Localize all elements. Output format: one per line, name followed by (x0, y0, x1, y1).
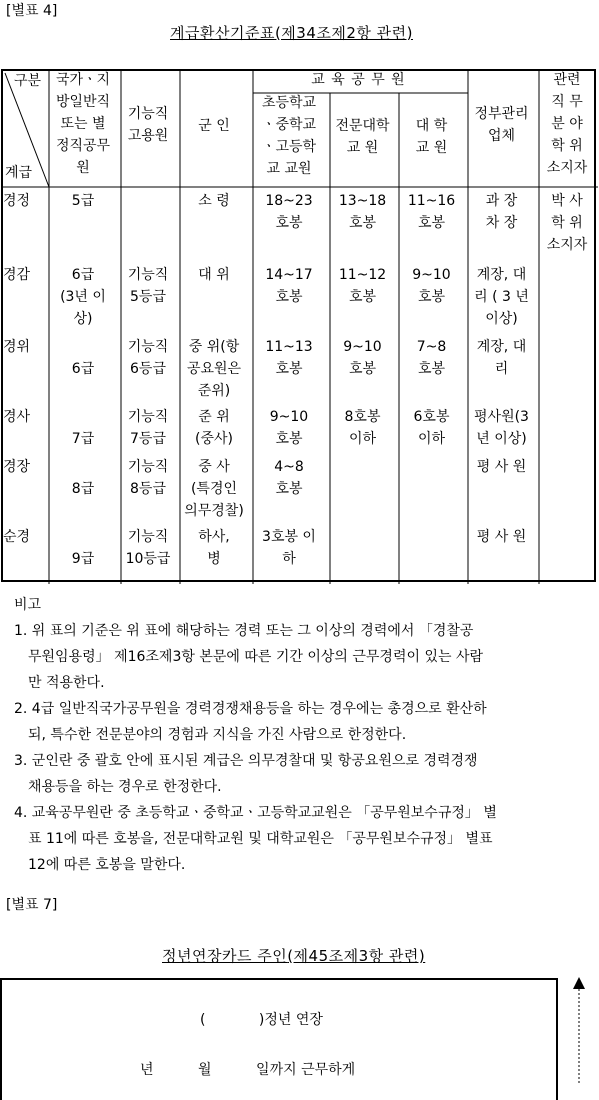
header-military: 군 인 (198, 118, 230, 134)
table-cell-military-line: 준 위 (198, 409, 230, 425)
table-cell-rank (3, 264, 47, 286)
table-cell-military (178, 264, 250, 286)
table-cell-college-line: 호봉 (348, 361, 377, 377)
table-cell-college-line: 이하 (348, 431, 377, 447)
header-school-line: ㆍ고등학 (261, 139, 317, 155)
table-cell-school-line: 4~8 (274, 459, 304, 475)
table-cell-national (48, 548, 118, 570)
table-cell-govorg-line: 차 장 (485, 215, 518, 231)
table-cell-military (178, 406, 250, 450)
header-technical-line: 기능직 (127, 106, 169, 122)
header-university-line: 대 학 (415, 118, 448, 134)
header-national-line: 국가ㆍ지 (55, 72, 111, 88)
header-degree-line: 직 무 (551, 94, 583, 110)
table-cell-university-line: 6호봉 (413, 409, 450, 425)
table-cell-national-line: 5급 (71, 193, 95, 209)
table-cell-school (251, 336, 327, 380)
table-cell-national (48, 190, 118, 212)
header-degree-line: 분 야 (551, 116, 583, 132)
table-cell-rank (3, 336, 47, 358)
corner-label-bottom: 계급 (5, 165, 33, 181)
table-cell-govorg-line: 리 ( 3 년 (474, 289, 529, 305)
header-technical-line: 고용원 (127, 128, 169, 144)
table-cell-technical (119, 406, 177, 450)
table-cell-school (251, 190, 327, 234)
table-cell-rank (3, 526, 47, 548)
table-cell-govorg-line: 과 장 (485, 193, 518, 209)
annex7-label: [별표 7] (6, 897, 58, 913)
table-cell-college (328, 336, 397, 380)
note-line: 12에 따른 호봉을 말한다. (28, 857, 186, 873)
table-cell-govorg-line: 리 (494, 361, 509, 377)
table-cell-national (48, 264, 118, 330)
note-item (14, 696, 596, 748)
table-cell-govorg-line: 이상) (485, 311, 518, 327)
table-cell-college-line: 호봉 (348, 289, 377, 305)
header-degree-line: 소지자 (546, 160, 588, 176)
header-related-degree (537, 69, 597, 179)
up-arrow-icon (571, 975, 587, 1085)
table-cell-technical (119, 336, 177, 380)
table-cell-degree-line: 소지자 (546, 237, 588, 253)
table-cell-college-line: 8호봉 (344, 409, 381, 425)
header-national-line: 또는 별 (60, 116, 106, 132)
note-line: 1. 위 표의 기준은 위 표에 해당하는 경력 또는 그 이상의 경력에서 「경찰공 (14, 623, 474, 639)
table-cell-technical-line: 6등급 (130, 361, 166, 377)
table-cell-college (328, 406, 397, 450)
table-cell-college (328, 190, 397, 234)
table-cell-school-line: 3호봉 이 (262, 529, 316, 545)
table-cell-degree-line: 학 위 (551, 215, 583, 231)
note-line: 되, 특수한 전문분야의 경험과 지식을 가진 사람으로 한정한다. (28, 727, 407, 743)
header-technical-employee (119, 103, 177, 147)
table-cell-national-line: (3년 이 (60, 289, 106, 305)
header-university-faculty (397, 115, 466, 159)
table-cell-rank (3, 456, 47, 478)
note-item (14, 800, 596, 878)
table-cell-technical (119, 264, 177, 308)
table-cell-technical-line: 8등급 (130, 481, 166, 497)
note-item (14, 748, 596, 800)
table-cell-rank-line: 경감 (3, 267, 31, 283)
table-cell-govorg (466, 336, 537, 380)
table-cell-university (397, 264, 466, 308)
table-cell-rank-line: 순경 (3, 529, 31, 545)
table-cell-national (48, 428, 118, 450)
table-cell-national-line: 9급 (71, 551, 95, 567)
table-cell-rank-line: 경정 (3, 193, 31, 209)
table-cell-school-line: 호봉 (275, 361, 303, 377)
table-cell-govorg (466, 526, 537, 548)
table-cell-national (48, 478, 118, 500)
note-line: 무원임용령」 제16조제3항 본문에 따른 기간 이상의 근무경력이 있는 사람 (28, 649, 483, 665)
annex7-title (162, 945, 425, 966)
header-degree-line: 학 위 (551, 138, 583, 154)
table-cell-national-line: 7급 (71, 431, 95, 447)
annex-label: [별표 4] (6, 3, 58, 19)
table-cell-technical-line: 기능직 (127, 529, 169, 545)
table-cell-national-line: 6급 (71, 267, 95, 283)
note-line: 채용등을 하는 경우로 한정한다. (28, 779, 222, 795)
title-main: 계급환산기준표 (170, 24, 275, 42)
table-cell-rank-line: 경사 (3, 409, 31, 425)
table-cell-school-line: 호봉 (275, 215, 303, 231)
table-cell-military-line: 하사, (198, 529, 230, 545)
table-cell-college-line: 13~18 (338, 193, 387, 209)
header-university-line: 교 원 (415, 140, 448, 156)
corner-label-top: 구분 (14, 73, 42, 89)
table-cell-military-line: (특경인 (190, 481, 238, 497)
card-extension-line: ( )정년 연장 (200, 1012, 323, 1028)
table-cell-govorg-line: 평사원(3 (474, 409, 529, 425)
header-school-teacher (251, 92, 327, 180)
table-cell-university-line: 호봉 (417, 289, 446, 305)
table-cell-govorg-line: 평 사 원 (476, 459, 527, 475)
note-line: 2. 4급 일반직국가공무원을 경력경쟁채용등을 하는 경우에는 총경으로 환산하 (14, 701, 487, 717)
header-degree-line: 관련 (553, 72, 581, 88)
table-cell-technical (119, 456, 177, 500)
table-cell-college-line: 11~12 (338, 267, 387, 283)
table-cell-school-line: 하 (282, 551, 296, 567)
table-cell-military-line: 공요원은 (186, 361, 242, 377)
table-cell-technical-line: 기능직 (127, 459, 169, 475)
table-cell-school (251, 456, 327, 500)
table-cell-school (251, 406, 327, 450)
header-national-line: 원 (76, 160, 90, 176)
table-cell-school-line: 호봉 (275, 289, 303, 305)
note-item (14, 618, 596, 696)
table-cell-technical-line: 7등급 (130, 431, 166, 447)
table-cell-university (397, 190, 466, 234)
header-school-line: 초등학교 (261, 95, 317, 111)
table-cell-college (328, 264, 397, 308)
annex7-title-main: 정년연장카드 주인 (162, 947, 288, 965)
table-cell-national-line: 상) (73, 311, 93, 327)
table-cell-military-line: (중사) (195, 431, 233, 447)
table-cell-university-line: 호봉 (417, 361, 446, 377)
table-cell-school-line: 18~23 (265, 193, 313, 209)
table-cell-military-line: 소 령 (198, 193, 230, 209)
annex7-title-suffix: (제45조제3항 관련) (287, 947, 426, 965)
table-cell-degree (537, 190, 597, 256)
table-cell-degree-line: 박 사 (551, 193, 583, 209)
note-line: 표 11에 따른 호봉을, 전문대학교원 및 대학교원은 「공무원보수규정」 별표 (28, 831, 493, 847)
page-title (170, 22, 413, 43)
table-cell-govorg-line: 계장, 대 (476, 339, 527, 355)
title-suffix: (제34조제2항 관련) (274, 24, 413, 42)
table-cell-govorg-line: 계장, 대 (476, 267, 527, 283)
table-cell-university-line: 9~10 (412, 267, 451, 283)
header-school-line: ㆍ중학교 (261, 117, 317, 133)
table-cell-govorg (466, 264, 537, 330)
header-national-line: 방일반직 (55, 94, 111, 110)
table-cell-technical-line: 5등급 (130, 289, 166, 305)
note-line: 3. 군인란 중 괄호 안에 표시된 계급은 의무경찰대 및 항공요원으로 경력경쟁 (14, 753, 478, 769)
table-cell-national-line: 6급 (71, 361, 95, 377)
table-cell-technical-line: 10등급 (125, 551, 171, 567)
table-cell-national (48, 358, 118, 380)
table-cell-technical-line: 기능직 (127, 409, 169, 425)
table-cell-military (178, 526, 250, 570)
table-cell-college-line: 9~10 (343, 339, 382, 355)
table-cell-school-line: 14~17 (265, 267, 313, 283)
table-cell-national-line: 8급 (71, 481, 95, 497)
header-national-civil-servant (48, 69, 118, 179)
header-national-line: 정직공무 (55, 138, 111, 154)
table-cell-govorg-line: 평 사 원 (476, 529, 527, 545)
table-cell-school-line: 호봉 (275, 431, 303, 447)
table-cell-govorg-line: 년 이상) (476, 431, 527, 447)
table-cell-technical-line: 기능직 (127, 267, 169, 283)
header-college-line: 교 원 (346, 140, 379, 156)
table-cell-school-line: 호봉 (275, 481, 303, 497)
card-service-line: 년 월 일까지 근무하게 (140, 1062, 356, 1078)
header-govorg-line: 정부관리 (474, 106, 529, 122)
table-cell-technical (119, 526, 177, 570)
note-line: 4. 교육공무원란 중 초등학교ㆍ중학교ㆍ고등학교교원은 「공무원보수규정」 별 (14, 805, 497, 821)
table-cell-rank (3, 406, 47, 428)
table-cell-military-line: 중 위(항 (188, 339, 240, 355)
table-cell-university-line: 호봉 (417, 215, 446, 231)
table-cell-military (178, 456, 250, 522)
table-cell-govorg (466, 406, 537, 450)
table-cell-university-line: 7~8 (416, 339, 447, 355)
header-college-faculty (328, 115, 397, 159)
table-cell-school-line: 11~13 (265, 339, 313, 355)
table-cell-military-line: 의무경찰) (184, 503, 244, 519)
table-cell-military-line: 병 (207, 551, 221, 567)
header-school-line: 교 교원 (266, 161, 312, 177)
table-cell-rank (3, 190, 47, 212)
table-cell-rank-line: 경위 (3, 339, 31, 355)
table-cell-govorg (466, 456, 537, 478)
table-cell-military-line: 준위) (197, 383, 231, 399)
table-cell-school (251, 526, 327, 570)
table-cell-military (178, 190, 250, 212)
retirement-card-frame (0, 978, 558, 1100)
table-cell-school (251, 264, 327, 308)
notes-heading: 비고 (14, 597, 42, 613)
table-cell-govorg (466, 190, 537, 234)
table-cell-university (397, 406, 466, 450)
note-line: 만 적용한다. (28, 675, 105, 691)
header-government-enterprise (466, 103, 537, 147)
table-cell-rank-line: 경장 (3, 459, 31, 475)
table-cell-technical-line: 기능직 (127, 339, 169, 355)
table-cell-school-line: 9~10 (269, 409, 309, 425)
table-cell-university-line: 11~16 (407, 193, 456, 209)
header-education-group: 교 육 공 무 원 (311, 72, 406, 88)
table-cell-college-line: 호봉 (348, 215, 377, 231)
table-cell-military-line: 중 사 (198, 459, 230, 475)
table-cell-military-line: 대 위 (198, 267, 230, 283)
table-cell-university (397, 336, 466, 380)
header-govorg-line: 업체 (487, 128, 516, 144)
header-college-line: 전문대학 (335, 118, 390, 134)
table-cell-university-line: 이하 (417, 431, 446, 447)
table-cell-military (178, 336, 250, 402)
